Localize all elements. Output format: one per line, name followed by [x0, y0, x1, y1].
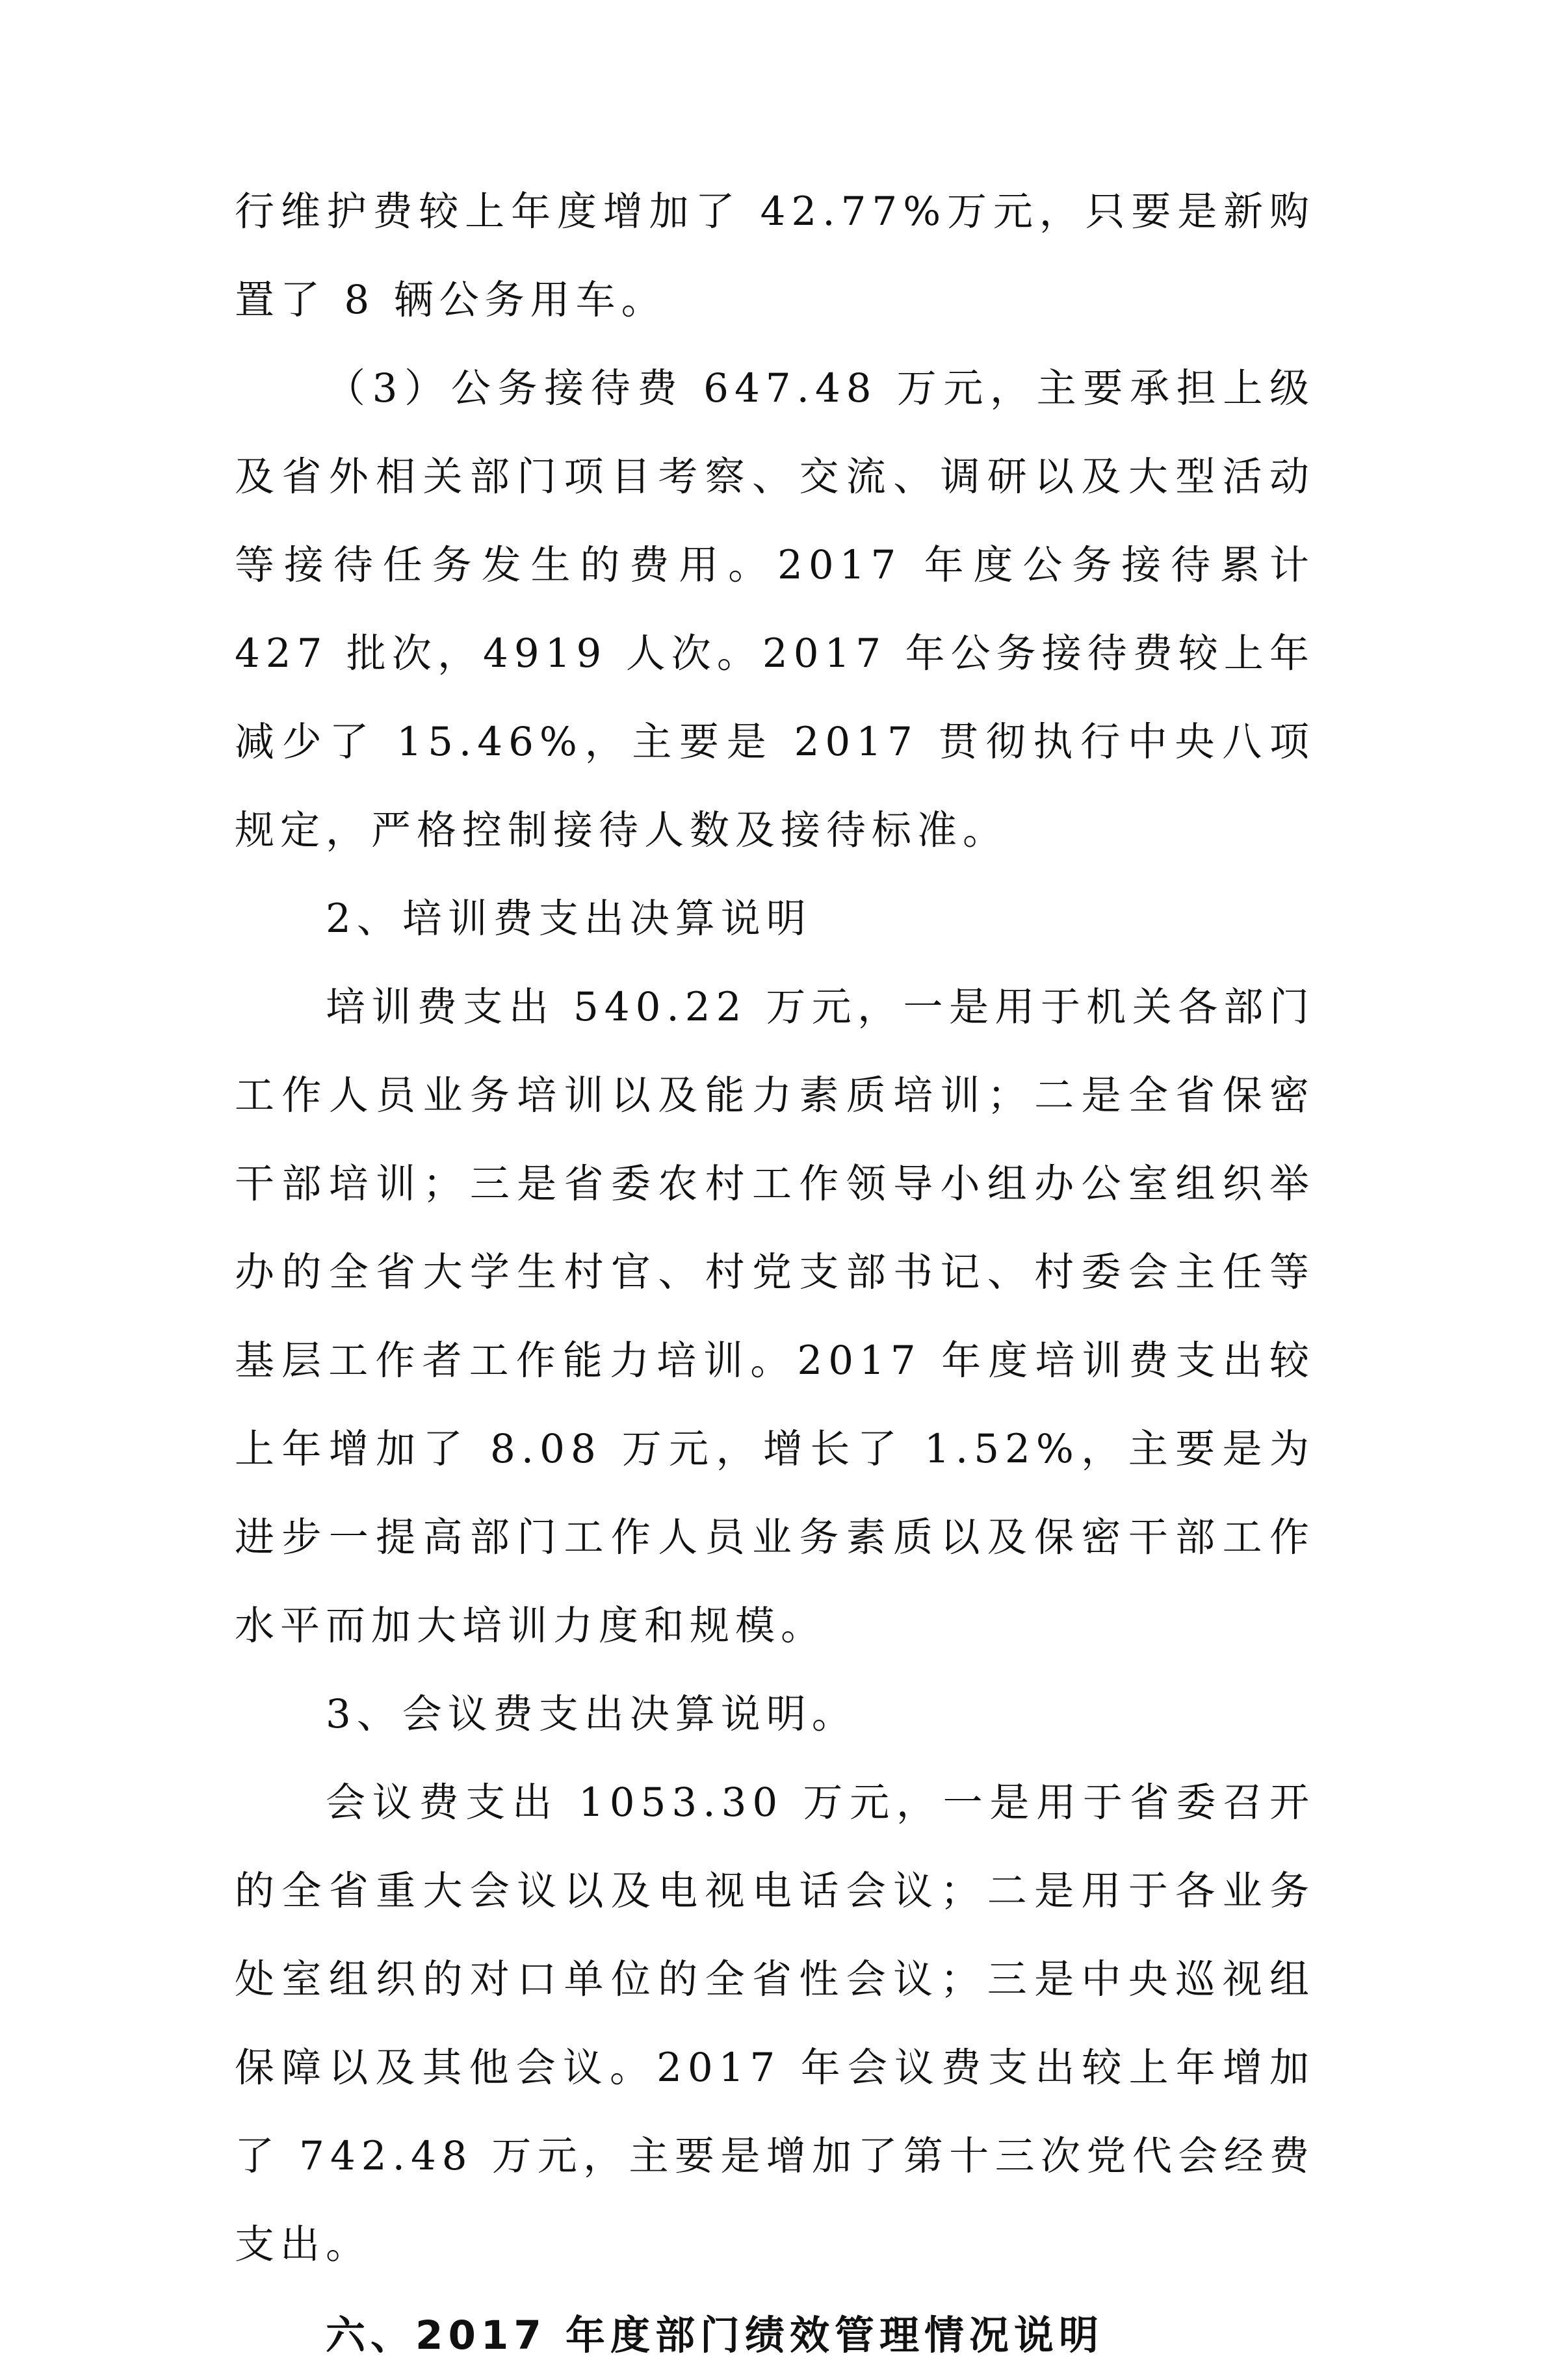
paragraph-reception-fees: （3）公务接待费 647.48 万元，主要承担上级及省外相关部门项目考察、交流、调研以及大型活动等接待任务发生的费用。2017 年度公务接待累计 427 批次，4919 人次。2017 年公务接待费较上年减少了 15.46%，主要是 2017 贯彻执行中央八项规定，严格控制接待人数及接待标准。: [235, 365, 1315, 853]
document-body: [235, 168, 1315, 2380]
paragraph-meeting-fees: 会议费支出 1053.30 万元，一是用于省委召开的全省重大会议以及电视电话会议；二是用于各业务处室组织的对口单位的全省性会议；三是中央巡视组保障以及其他会议。2017 年会议费支出较上年增加了 742.48 万元，主要是增加了第十三次党代会经费支出。: [235, 1779, 1315, 2268]
section-heading-performance: 六、2017 年度部门绩效管理情况说明: [326, 2312, 1104, 2359]
paragraph-vehicle-maintenance: 行维护费较上年度增加了 42.77%万元，只要是新购置了 8 辆公务用车。: [235, 188, 1315, 323]
subheading-meeting-fees: 3、会议费支出决算说明。: [326, 1691, 857, 1737]
subheading-training-fees: 2、培训费支出决算说明: [326, 896, 812, 942]
paragraph-training-fees: 培训费支出 540.22 万元，一是用于机关各部门工作人员业务培训以及能力素质培训；二是全省保密干部培训；三是省委农村工作领导小组办公室组织举办的全省大学生村官、村党支部书记、村委会主任等基层工作者工作能力培训。2017 年度培训费支出较上年增加了 8.08 万元，增长了 1.52%，主要是为进步一提高部门工作人员业务素质以及保密干部工作水平而加大培训力度和规模。: [235, 984, 1315, 1649]
